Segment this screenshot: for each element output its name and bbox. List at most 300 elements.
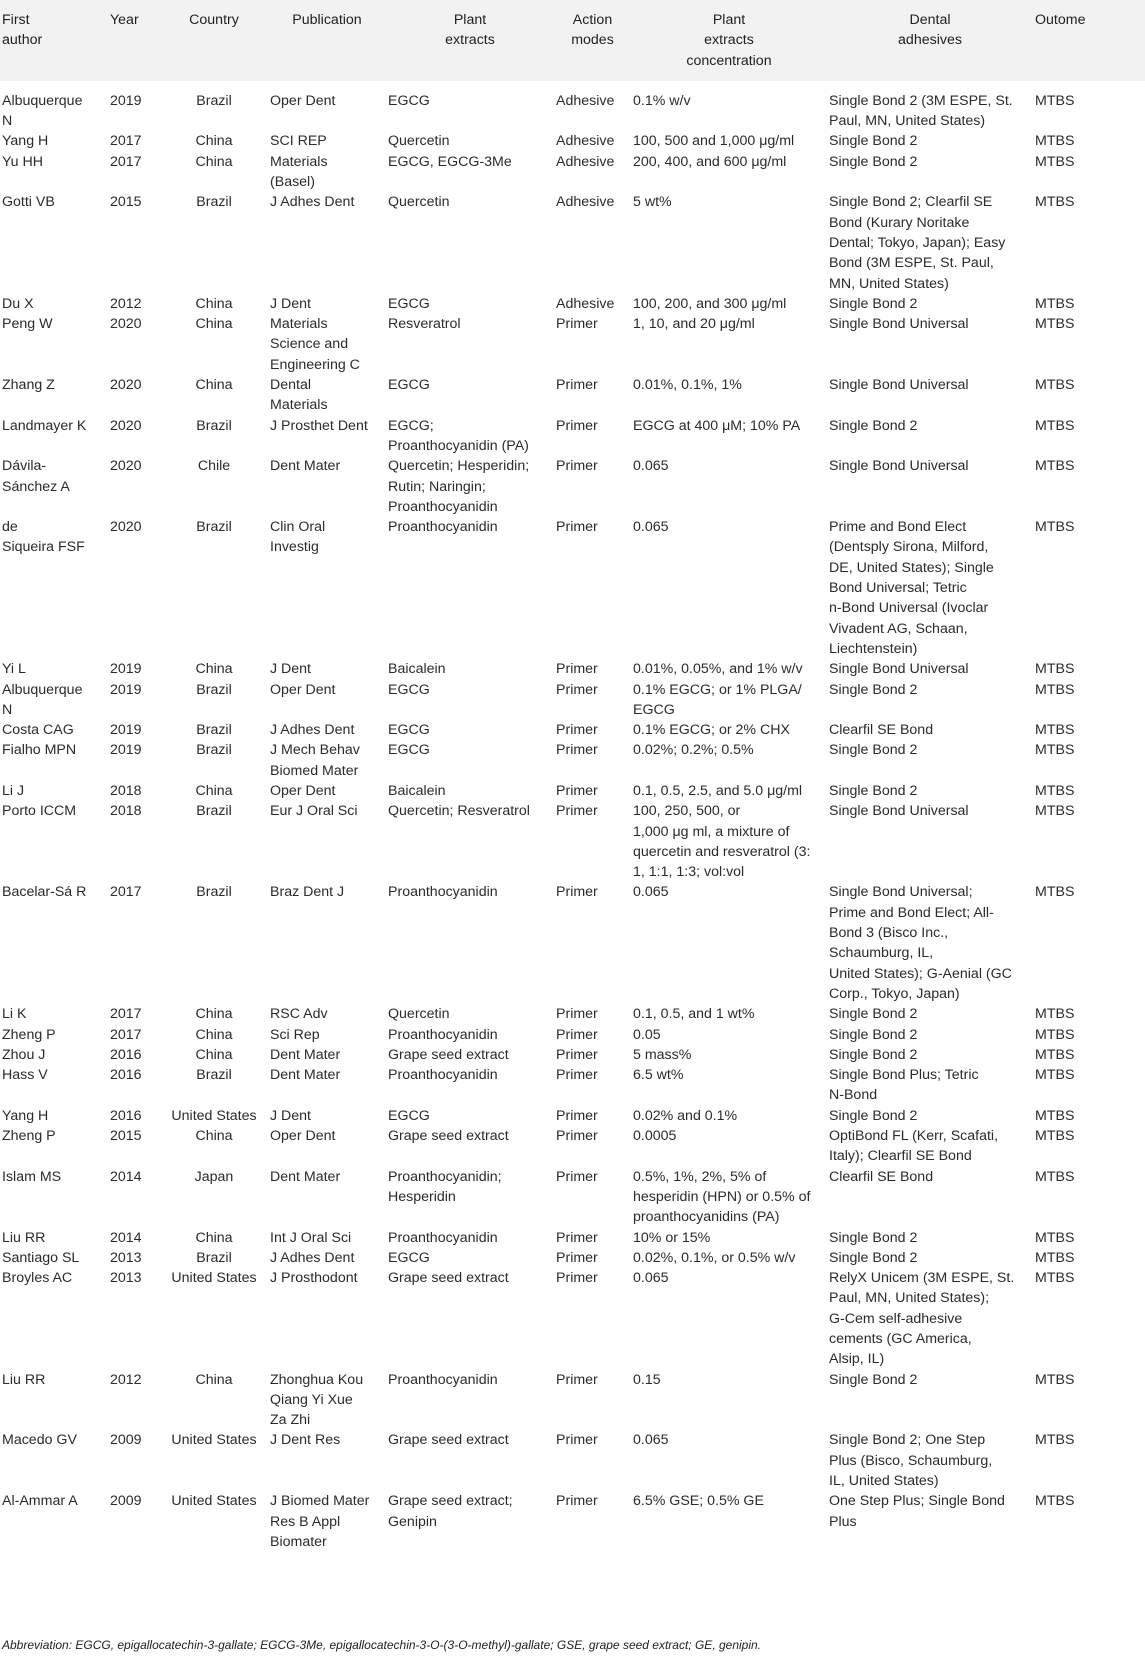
cell-country xyxy=(160,720,268,740)
cell-concentration xyxy=(631,314,827,375)
cell-line: Vivadent AG, Schaan, xyxy=(829,620,968,637)
cell-concentration xyxy=(631,1370,827,1431)
cell-line: Liu RR xyxy=(2,1371,46,1388)
cell-author xyxy=(0,1370,108,1431)
cell-outcome xyxy=(1033,294,1145,314)
cell-line: Proanthocyanidin xyxy=(388,498,498,515)
cell-extracts xyxy=(386,1248,554,1268)
cell-publication xyxy=(268,131,386,151)
cell-author xyxy=(0,1430,108,1491)
cell-year xyxy=(108,152,160,193)
column-header-country xyxy=(160,0,268,81)
cell-year xyxy=(108,81,160,132)
column-header-line: Country xyxy=(189,12,239,28)
cell-line: 2019 xyxy=(110,92,142,109)
cell-adhesive xyxy=(827,375,1033,416)
cell-adhesive xyxy=(827,1167,1033,1228)
cell-concentration xyxy=(631,1025,827,1045)
column-header-concentration xyxy=(631,0,827,81)
cell-line: Alsip, IL) xyxy=(829,1351,885,1368)
cell-line: 2014 xyxy=(110,1229,142,1246)
cell-line: J Dent xyxy=(270,1107,312,1124)
cell-line: Baicalein xyxy=(388,782,446,799)
cell-line: Grape seed extract xyxy=(388,1128,509,1145)
cell-outcome xyxy=(1033,1491,1145,1554)
cell-line: Siqueira FSF xyxy=(2,539,85,556)
cell-mode xyxy=(554,1065,631,1106)
cell-line: MTBS xyxy=(1035,661,1075,678)
cell-line: J Adhes Dent xyxy=(270,1249,355,1266)
cell-year xyxy=(108,1370,160,1431)
cell-line: 0.065 xyxy=(633,519,669,536)
cell-mode xyxy=(554,314,631,375)
cell-publication xyxy=(268,882,386,1004)
cell-extracts xyxy=(386,1370,554,1431)
cell-line: 2020 xyxy=(110,458,142,475)
cell-line: Braz Dent J xyxy=(270,884,345,901)
cell-line: Oper Dent xyxy=(270,782,336,799)
cell-line: Dent Mater xyxy=(270,1067,341,1084)
cell-line: MTBS xyxy=(1035,1270,1075,1287)
cell-author xyxy=(0,801,108,882)
table-row xyxy=(0,314,1145,375)
column-header-year xyxy=(108,0,160,81)
cell-line: Primer xyxy=(556,1493,598,1510)
cell-mode xyxy=(554,781,631,801)
cell-publication xyxy=(268,192,386,293)
cell-line: 2019 xyxy=(110,742,142,759)
cell-outcome xyxy=(1033,1370,1145,1431)
cell-extracts xyxy=(386,1025,554,1045)
cell-country xyxy=(160,1106,268,1126)
cell-line: Peng W xyxy=(2,316,53,333)
table-header xyxy=(0,0,1145,81)
cell-line: Single Bond 2; Clearfil SE xyxy=(829,194,993,211)
table-row xyxy=(0,680,1145,721)
cell-country xyxy=(160,416,268,457)
cell-line: MTBS xyxy=(1035,884,1075,901)
cell-line: J Dent xyxy=(270,661,312,678)
cell-publication xyxy=(268,1228,386,1248)
cell-extracts xyxy=(386,882,554,1004)
cell-mode xyxy=(554,659,631,679)
cell-line: MN, United States) xyxy=(829,275,949,292)
cell-publication xyxy=(268,720,386,740)
cell-line: Zhonghua Kou xyxy=(270,1371,364,1388)
cell-adhesive xyxy=(827,720,1033,740)
cell-line: Albuquerque xyxy=(2,92,83,109)
cell-line: Plus (Bisco, Schaumburg, xyxy=(829,1452,993,1469)
cell-line: MTBS xyxy=(1035,1432,1075,1449)
cell-author xyxy=(0,131,108,151)
cell-mode xyxy=(554,1045,631,1065)
cell-year xyxy=(108,1025,160,1045)
cell-line: Al-Ammar A xyxy=(2,1493,78,1510)
cell-line: 2017 xyxy=(110,884,142,901)
cell-line: 2020 xyxy=(110,377,142,394)
cell-author xyxy=(0,314,108,375)
cell-mode xyxy=(554,720,631,740)
cell-author xyxy=(0,192,108,293)
cell-line: Primer xyxy=(556,782,598,799)
cell-concentration xyxy=(631,131,827,151)
cell-line: Qiang Yi Xue xyxy=(270,1391,353,1408)
cell-line: Brazil xyxy=(196,1249,232,1266)
cell-line: Materials xyxy=(270,153,328,170)
cell-outcome xyxy=(1033,517,1145,659)
cell-line: MTBS xyxy=(1035,153,1075,170)
cell-line: Dávila- xyxy=(2,458,47,475)
cell-line: Dental; Tokyo, Japan); Easy xyxy=(829,234,1006,251)
cell-line: Adhesive xyxy=(556,133,615,150)
cell-line: 0.1% EGCG; or 2% CHX xyxy=(633,722,790,739)
cell-outcome xyxy=(1033,781,1145,801)
cell-author xyxy=(0,1045,108,1065)
column-header-line: extracts xyxy=(445,32,495,49)
cell-adhesive xyxy=(827,740,1033,781)
cell-line: 2017 xyxy=(110,1006,142,1023)
cell-line: Adhesive xyxy=(556,92,615,109)
cell-mode xyxy=(554,1268,631,1369)
cell-year xyxy=(108,781,160,801)
table-row xyxy=(0,720,1145,740)
cell-outcome xyxy=(1033,375,1145,416)
cell-year xyxy=(108,314,160,375)
table-row xyxy=(0,1025,1145,1045)
cell-country xyxy=(160,192,268,293)
cell-country xyxy=(160,1004,268,1024)
cell-year xyxy=(108,192,160,293)
cell-line: Biomed Mater xyxy=(270,762,359,779)
table-row xyxy=(0,456,1145,517)
table-row xyxy=(0,1268,1145,1369)
table-body xyxy=(0,81,1145,1554)
cell-country xyxy=(160,1126,268,1167)
cell-line: Islam MS xyxy=(2,1168,62,1185)
cell-country xyxy=(160,1370,268,1431)
cell-line: Oper Dent xyxy=(270,1128,336,1145)
table-row xyxy=(0,1167,1145,1228)
cell-year xyxy=(108,1004,160,1024)
table-row xyxy=(0,1106,1145,1126)
cell-line: MTBS xyxy=(1035,133,1075,150)
cell-line: Primer xyxy=(556,417,598,434)
cell-line: 2017 xyxy=(110,133,142,150)
column-header-outcome xyxy=(1033,0,1145,81)
table-row xyxy=(0,801,1145,882)
cell-line: 2013 xyxy=(110,1249,142,1266)
cell-country xyxy=(160,517,268,659)
cell-line: China xyxy=(195,782,233,799)
cell-country xyxy=(160,81,268,132)
column-header-line: concentration xyxy=(686,52,772,69)
cell-line: 2016 xyxy=(110,1046,142,1063)
cell-line: 2018 xyxy=(110,782,142,799)
cell-line: Primer xyxy=(556,1432,598,1449)
cell-line: One Step Plus; Single Bond xyxy=(829,1493,1005,1510)
cell-year xyxy=(108,131,160,151)
cell-line: Single Bond 2; One Step xyxy=(829,1432,986,1449)
cell-line: Primer xyxy=(556,681,598,698)
cell-line: RSC Adv xyxy=(270,1006,328,1023)
cell-line: Zheng P xyxy=(2,1128,56,1145)
cell-author xyxy=(0,680,108,721)
cell-line: Single Bond 2 xyxy=(829,153,918,170)
cell-line: 2017 xyxy=(110,1026,142,1043)
cell-line: Grape seed extract xyxy=(388,1270,509,1287)
abbreviation-footnote: Abbreviation: EGCG, epigallocatechin-3-gallate; EGCG-3Me, epigallocatechin-3-O-(3-O-methyl)-gallate; GSE, grape seed extract; GE, genipin. xyxy=(2,1638,762,1652)
cell-concentration xyxy=(631,1248,827,1268)
cell-extracts xyxy=(386,1430,554,1491)
cell-concentration xyxy=(631,1228,827,1248)
cell-year xyxy=(108,882,160,1004)
cell-line: Broyles AC xyxy=(2,1270,73,1287)
cell-extracts xyxy=(386,152,554,193)
cell-adhesive xyxy=(827,680,1033,721)
cell-year xyxy=(108,1248,160,1268)
cell-adhesive xyxy=(827,1370,1033,1431)
cell-mode xyxy=(554,1126,631,1167)
cell-mode xyxy=(554,1167,631,1228)
cell-author xyxy=(0,456,108,517)
cell-line: Proanthocyanidin xyxy=(388,519,498,536)
cell-line: Clearfil SE Bond xyxy=(829,1168,934,1185)
cell-adhesive xyxy=(827,781,1033,801)
cell-line: Dent Mater xyxy=(270,458,341,475)
cell-line: Baicalein xyxy=(388,661,446,678)
cell-outcome xyxy=(1033,740,1145,781)
cell-line: Grape seed extract xyxy=(388,1432,509,1449)
cell-line: 200, 400, and 600 μg/ml xyxy=(633,153,787,170)
cell-line: Resveratrol xyxy=(388,316,461,333)
cell-line: Materials xyxy=(270,397,328,414)
cell-line: Primer xyxy=(556,1026,598,1043)
column-header-line: Plant xyxy=(712,12,746,28)
cell-line: MTBS xyxy=(1035,803,1075,820)
cell-line: Single Bond Universal xyxy=(829,377,969,394)
cell-outcome xyxy=(1033,81,1145,132)
cell-line: 2009 xyxy=(110,1432,142,1449)
column-header-line: First xyxy=(2,12,30,28)
cell-adhesive xyxy=(827,1045,1033,1065)
cell-adhesive xyxy=(827,1025,1033,1045)
table-row xyxy=(0,1430,1145,1491)
table-row xyxy=(0,1065,1145,1106)
cell-year xyxy=(108,1126,160,1167)
cell-line: Yang H xyxy=(2,1107,49,1124)
cell-line: China xyxy=(195,1371,233,1388)
cell-mode xyxy=(554,152,631,193)
cell-mode xyxy=(554,801,631,882)
cell-line: 0.05 xyxy=(633,1026,661,1043)
cell-line: MTBS xyxy=(1035,417,1075,434)
cell-publication xyxy=(268,1126,386,1167)
cell-extracts xyxy=(386,131,554,151)
cell-mode xyxy=(554,1248,631,1268)
cell-line: Single Bond 2 xyxy=(829,417,918,434)
cell-line: J Adhes Dent xyxy=(270,194,355,211)
table-row xyxy=(0,781,1145,801)
cell-mode xyxy=(554,456,631,517)
cell-author xyxy=(0,517,108,659)
cell-outcome xyxy=(1033,882,1145,1004)
cell-concentration xyxy=(631,1126,827,1167)
column-header-line: modes xyxy=(571,32,614,49)
table-row xyxy=(0,81,1145,132)
cell-line: Dent Mater xyxy=(270,1168,341,1185)
cell-line: Oper Dent xyxy=(270,92,336,109)
cell-outcome xyxy=(1033,1167,1145,1228)
cell-line: Oper Dent xyxy=(270,681,336,698)
cell-line: hesperidin (HPN) or 0.5% of xyxy=(633,1188,811,1205)
cell-line: 0.02% and 0.1% xyxy=(633,1107,738,1124)
cell-line: 2020 xyxy=(110,316,142,333)
cell-author xyxy=(0,659,108,679)
cell-adhesive xyxy=(827,152,1033,193)
cell-line: Primer xyxy=(556,519,598,536)
cell-line: Proanthocyanidin xyxy=(388,1067,498,1084)
cell-concentration xyxy=(631,517,827,659)
cell-line: United States xyxy=(171,1270,257,1287)
cell-line: 2009 xyxy=(110,1493,142,1510)
cell-mode xyxy=(554,81,631,132)
cell-line: Adhesive xyxy=(556,295,615,312)
cell-extracts xyxy=(386,375,554,416)
cell-line: MTBS xyxy=(1035,194,1075,211)
cell-line: DE, United States); Single xyxy=(829,559,994,576)
cell-line: J Biomed Mater xyxy=(270,1493,370,1510)
cell-line: 0.01%, 0.05%, and 1% w/v xyxy=(633,661,803,678)
cell-concentration xyxy=(631,1167,827,1228)
cell-line: Science and xyxy=(270,336,349,353)
cell-line: Primer xyxy=(556,722,598,739)
cell-line: Porto ICCM xyxy=(2,803,77,820)
cell-year xyxy=(108,680,160,721)
cell-outcome xyxy=(1033,1065,1145,1106)
cell-line: 2016 xyxy=(110,1107,142,1124)
cell-mode xyxy=(554,882,631,1004)
cell-line: Zhang Z xyxy=(2,377,55,394)
cell-line: 0.02%, 0.1%, or 0.5% w/v xyxy=(633,1249,796,1266)
cell-line: EGCG xyxy=(388,681,430,698)
cell-line: Quercetin xyxy=(388,194,450,211)
cell-adhesive xyxy=(827,801,1033,882)
cell-line: Prime and Bond Elect xyxy=(829,519,967,536)
cell-line: Paul, MN, United States); xyxy=(829,1290,990,1307)
cell-line: Single Bond 2 xyxy=(829,1026,918,1043)
cell-year xyxy=(108,1268,160,1369)
cell-year xyxy=(108,659,160,679)
cell-line: Liu RR xyxy=(2,1229,46,1246)
cell-line: Engineering C xyxy=(270,356,360,373)
cell-author xyxy=(0,1106,108,1126)
cell-line: Fialho MPN xyxy=(2,742,77,759)
cell-line: 0.1% EGCG; or 1% PLGA/ xyxy=(633,681,802,698)
cell-extracts xyxy=(386,81,554,132)
cell-line: EGCG xyxy=(388,295,430,312)
cell-outcome xyxy=(1033,1025,1145,1045)
cell-adhesive xyxy=(827,882,1033,1004)
cell-extracts xyxy=(386,801,554,882)
cell-line: China xyxy=(195,295,233,312)
cell-line: J Dent xyxy=(270,295,312,312)
cell-line: MTBS xyxy=(1035,1026,1075,1043)
cell-publication xyxy=(268,659,386,679)
cell-mode xyxy=(554,1370,631,1431)
cell-line: China xyxy=(195,1128,233,1145)
cell-line: 0.01%, 0.1%, 1% xyxy=(633,377,742,394)
cell-line: Clearfil SE Bond xyxy=(829,722,934,739)
cell-line: Single Bond 2 xyxy=(829,295,918,312)
cell-outcome xyxy=(1033,152,1145,193)
cell-line: J Dent Res xyxy=(270,1432,341,1449)
cell-extracts xyxy=(386,1045,554,1065)
cell-country xyxy=(160,1167,268,1228)
cell-country xyxy=(160,1491,268,1554)
cell-line: Quercetin xyxy=(388,1006,450,1023)
cell-line: Bond Universal; Tetric xyxy=(829,580,967,597)
cell-outcome xyxy=(1033,1430,1145,1491)
cell-line: MTBS xyxy=(1035,1229,1075,1246)
cell-year xyxy=(108,1045,160,1065)
cell-line: MTBS xyxy=(1035,1128,1075,1145)
cell-line: 2020 xyxy=(110,519,142,536)
cell-concentration xyxy=(631,801,827,882)
cell-line: Plus xyxy=(829,1513,857,1530)
cell-concentration xyxy=(631,740,827,781)
cell-concentration xyxy=(631,680,827,721)
cell-line: 100, 200, and 300 μg/ml xyxy=(633,295,787,312)
cell-author xyxy=(0,416,108,457)
column-header-line: author xyxy=(2,32,43,49)
cell-line: Hass V xyxy=(2,1067,48,1084)
cell-line: N-Bond xyxy=(829,1087,878,1104)
cell-outcome xyxy=(1033,1045,1145,1065)
cell-outcome xyxy=(1033,659,1145,679)
cell-line: EGCG, EGCG-3Me xyxy=(388,153,512,170)
cell-line: Japan xyxy=(194,1168,234,1185)
cell-publication xyxy=(268,1248,386,1268)
cell-line: Brazil xyxy=(196,92,232,109)
cell-line: Italy); Clearfil SE Bond xyxy=(829,1148,972,1165)
cell-line: China xyxy=(195,1229,233,1246)
cell-concentration xyxy=(631,1268,827,1369)
cell-extracts xyxy=(386,1004,554,1024)
cell-line: China xyxy=(195,1026,233,1043)
cell-adhesive xyxy=(827,1248,1033,1268)
cell-publication xyxy=(268,456,386,517)
cell-publication xyxy=(268,517,386,659)
cell-line: MTBS xyxy=(1035,1371,1075,1388)
cell-line: MTBS xyxy=(1035,377,1075,394)
cell-concentration xyxy=(631,1065,827,1106)
table-row xyxy=(0,294,1145,314)
cell-adhesive xyxy=(827,192,1033,293)
cell-line: Single Bond 2 xyxy=(829,1371,918,1388)
cell-line: cements (GC America, xyxy=(829,1331,972,1347)
cell-line: 0.1, 0.5, 2.5, and 5.0 μg/ml xyxy=(633,782,803,799)
cell-line: Brazil xyxy=(196,194,232,211)
cell-line: 2019 xyxy=(110,681,142,698)
cell-country xyxy=(160,152,268,193)
cell-extracts xyxy=(386,740,554,781)
cell-line: Costa CAG xyxy=(2,722,74,739)
cell-author xyxy=(0,375,108,416)
cell-extracts xyxy=(386,1065,554,1106)
cell-country xyxy=(160,131,268,151)
cell-publication xyxy=(268,1045,386,1065)
cell-line: EGCG xyxy=(388,1107,430,1124)
